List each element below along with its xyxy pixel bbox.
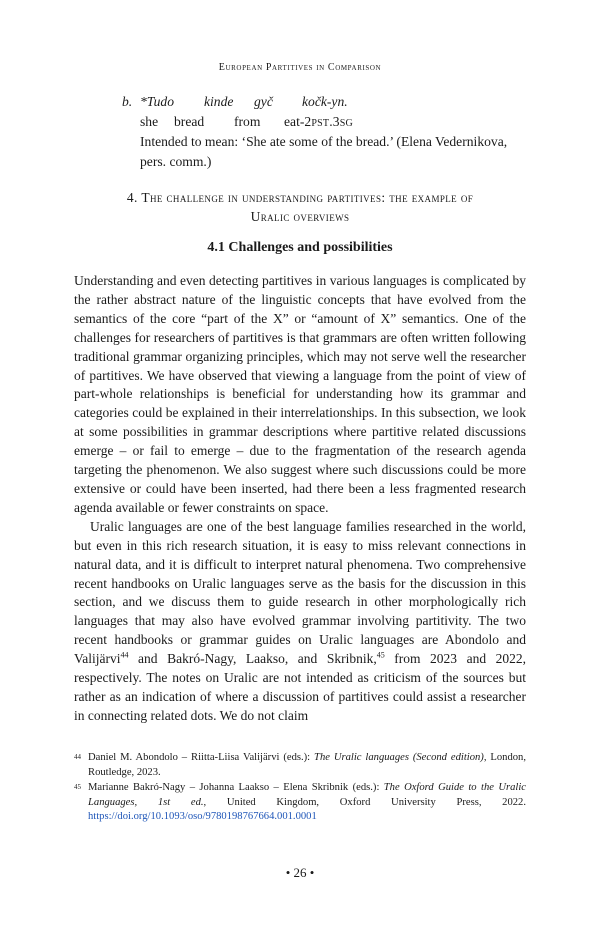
paragraph-2-part-3: from 2023 and 2022, respectively. The notes on Uralic are not intended as criticism of the sources but rather as an indication of where a discussion of partitives could assist a researcher in connecting related dots. We do not claim <box>74 651 527 723</box>
example-gloss-2: bread <box>174 114 205 129</box>
page-number: • 26 • <box>285 865 315 880</box>
section-title-line-1: 4. The challenge in understanding partitives: the example of <box>126 190 474 205</box>
example-gloss-4-stem: eat- <box>284 114 305 129</box>
example-word-4: kočk-yn. <box>302 94 348 109</box>
footnote-45 <box>74 781 526 825</box>
running-head: European Partitives in Comparison <box>218 62 382 73</box>
example-word-3: gyč <box>254 94 273 109</box>
footnote-text: Marianne Bakró-Nagy – Johanna Laakso – Elena Skribnik (eds.): <box>88 782 384 794</box>
example-gloss-4 <box>284 112 353 132</box>
example-word-2: kinde <box>204 94 234 109</box>
footnote-text: Daniel M. Abondolo – Riitta-Liisa Valijärvi (eds.): <box>88 752 315 763</box>
footnote-number: 45 <box>74 783 81 792</box>
footnote-ref-44[interactable]: 44 <box>120 650 129 660</box>
example-label: b. <box>122 94 133 109</box>
example-translation-line-1: Intended to mean: ‘She ate some of the bread.’ (Elena Vedernikova, <box>140 134 508 149</box>
paragraph-1: Understanding and even detecting partitives in various languages is complicated by the rather abstract nature of the linguistic concepts that have evolved from the semantics of the core “part of the X” or “amount of X” semantics. One of the challenges for researchers of partitives is that grammars are often written following traditional grammar organizing principles, which may not serve well the researcher of partitives. We have observed that viewing a language from the point of view of part-whole relationships is beneficial for understanding how its grammar and categories could be explained in their interrelationships. In this subsection, we look at some possibilities in grammar descriptions where partitive related discussions emerge – or fail to emerge – due to the fragmentation of the research agenda targeting the phenomenon. We also suggest where such discussions could be more extensive or could have been inserted, had there been a less fragmented research agenda available or fewer constraints on space. <box>74 273 526 515</box>
subsection-title: 4.1 Challenges and possibilities <box>207 240 393 255</box>
footnote-number: 44 <box>74 753 81 761</box>
example-word-1: *Tudo <box>140 94 174 109</box>
body-text <box>74 272 526 726</box>
example-gloss-4-features: 2pst.3sg <box>304 114 353 129</box>
footnote-ref-45[interactable]: 45 <box>376 650 385 660</box>
paragraph-2-part-2: and Bakró-Nagy, Laakso, and Skribnik, <box>128 651 377 667</box>
footnote-text-end: , United Kingdom, Oxford University Press, 2022. <box>203 796 527 808</box>
footnote-text-end: , London, Routledge, 2023. <box>88 752 527 778</box>
example-gloss-1: she <box>140 114 159 129</box>
paragraph-2 <box>74 518 526 726</box>
footnote-44 <box>74 751 526 780</box>
doi-link[interactable]: https://doi.org/10.1093/oso/9780198767664.001.0001 <box>88 811 317 823</box>
footnote-title: The Oxford Guide to the Uralic Languages, 1st ed. <box>88 782 526 808</box>
example-gloss-3: from <box>234 114 261 129</box>
example-source-line <box>122 92 542 112</box>
example-translation-line-2: pers. comm.) <box>140 154 212 169</box>
paragraph-2-part-1: Uralic languages are one of the best language families researched in the world, but even in this rich research situation, it is easy to miss relevant connections in natural data, and it is difficult to interpret natural phenomena. Two comprehensive recent handbooks on Uralic languages serve as the basis for the discussion in this section, and we discuss them to guide research in other morphologically rich languages that may also have evolved grammar involving partitivity. The two recent handbooks or grammar guides on Uralic languages are Abondolo and Valijärvi <box>74 518 526 667</box>
section-title-line-2: Uralic overviews <box>250 209 350 224</box>
interlinear-example <box>122 92 542 172</box>
example-gloss-line <box>122 112 542 132</box>
footnotes <box>74 751 526 826</box>
section-title <box>60 188 540 226</box>
footnote-title: The Uralic languages (Second edition) <box>314 752 484 763</box>
